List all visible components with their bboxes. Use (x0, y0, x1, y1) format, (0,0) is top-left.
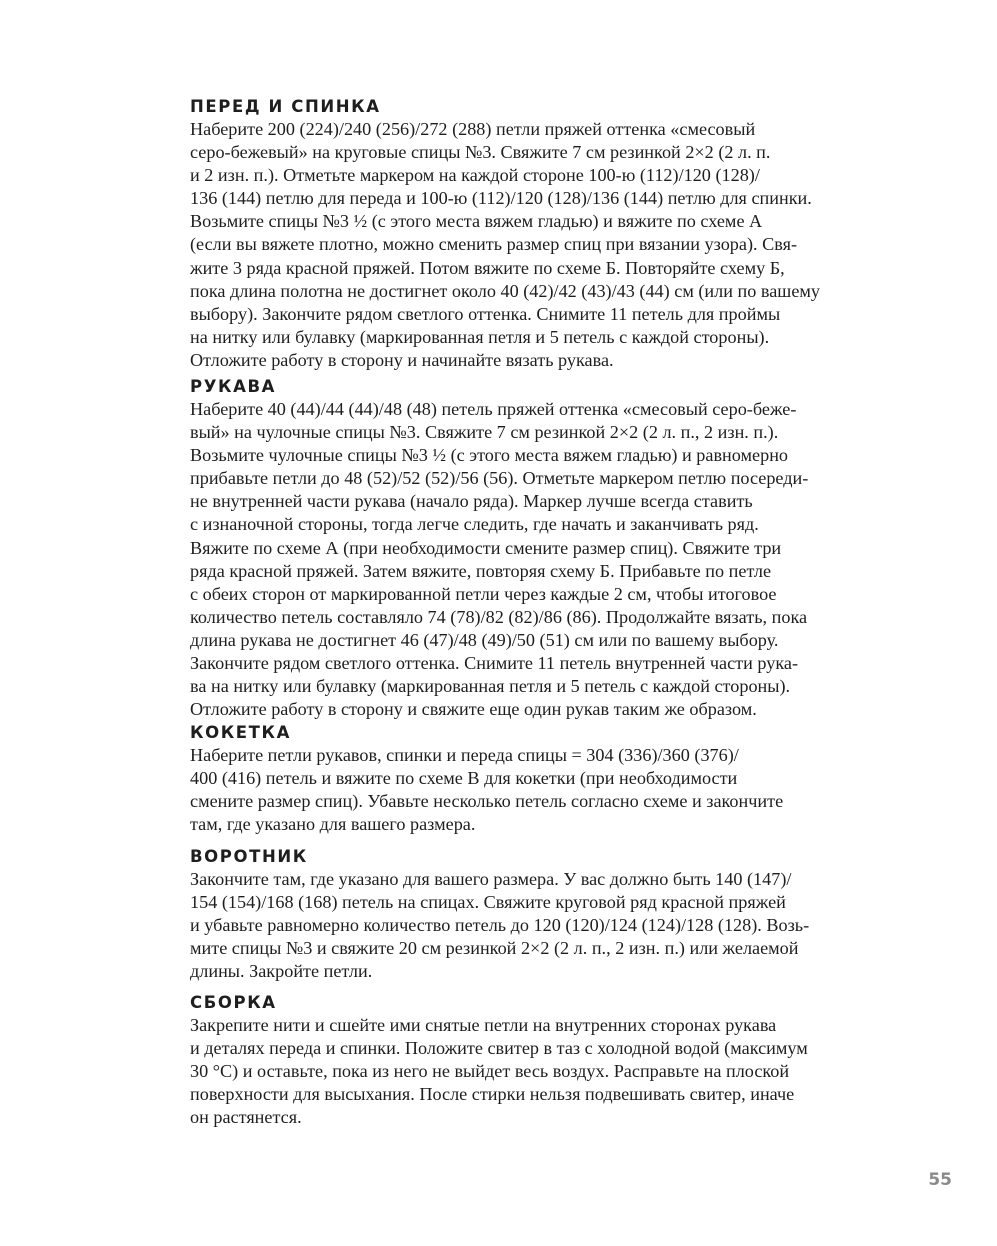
section-assembly (190, 992, 890, 1129)
paragraph-line: не внутренней части рукава (начало ряда). Маркер лучше всегда ставить (190, 491, 753, 512)
paragraph-line: там, где указано для вашего размера. (190, 814, 476, 835)
paragraph-line: жите 3 ряда красной пряжей. Потом вяжите по схеме Б. Повторяйте схему Б, (190, 257, 785, 278)
section-heading: ПЕРЕД И СПИНКА (190, 97, 381, 116)
paragraph-line: Возьмите спицы №3 ½ (с этого места вяжем гладью) и вяжите по схеме А (190, 211, 763, 232)
section-sleeves (190, 376, 890, 721)
paragraph-line: поверхности для высыхания. После стирки нельзя подвешивать свитер, иначе (190, 1084, 795, 1105)
paragraph-line: Отложите работу в сторону и свяжите еще один рукав таким же образом. (190, 699, 757, 720)
section-front-and-back (190, 96, 890, 372)
paragraph-line: и 2 изн. п.). Отметьте маркером на каждой стороне 100-ю (112)/120 (128)/ (190, 165, 760, 186)
paragraph-line: 154 (154)/168 (168) петель на спицах. Свяжите круговой ряд красной пряжей (190, 892, 786, 913)
paragraph-line: и убавьте равномерно количество петель до 120 (120)/124 (124)/128 (128). Возь- (190, 915, 810, 936)
paragraph-line: 136 (144) петлю для переда и 100-ю (112)/120 (128)/136 (144) петлю для спинки. (190, 188, 812, 209)
paragraph-line: он растянется. (190, 1107, 302, 1128)
paragraph-line: 400 (416) петель и вяжите по схеме В для кокетки (при необходимости (190, 768, 738, 789)
paragraph-line: серо-бежевый» на круговые спицы №3. Свяжите 7 см резинкой 2×2 (2 л. п. (190, 142, 771, 163)
section-heading: ВОРОТНИК (190, 847, 308, 866)
paragraph-line: Наберите 200 (224)/240 (256)/272 (288) петли пряжей оттенка «смесовый (190, 119, 756, 139)
paragraph-line: (если вы вяжете плотно, можно сменить размер спиц при вязании узора). Свя- (190, 234, 798, 255)
paragraph-line: Закончите рядом светлого оттенка. Снимите 11 петель внутренней части рука- (190, 653, 799, 674)
paragraph-line: Вяжите по схеме А (при необходимости смените размер спиц). Свяжите три (190, 537, 782, 558)
page-number: 55 (928, 1170, 952, 1190)
section-heading: РУКАВА (190, 377, 277, 396)
paragraph-line: смените размер спиц). Убавьте несколько петель согласно схеме и закончите (190, 791, 784, 812)
paragraph-line: Наберите 40 (44)/44 (44)/48 (48) петель пряжей оттенка «смесовый серо-беже- (190, 399, 797, 419)
section-yoke (190, 722, 890, 836)
paragraph-line: с обеих сторон от маркированной петли через каждые 2 см, чтобы итоговое (190, 583, 777, 604)
paragraph-line: Возьмите чулочные спицы №3 ½ (с этого места вяжем гладью) и равномерно (190, 445, 789, 466)
paragraph-line: мите спицы №3 и свяжите 20 см резинкой 2×2 (2 л. п., 2 изн. п.) или желаемой (190, 938, 799, 959)
paragraph-line: и деталях переда и спинки. Положите свитер в таз с холодной водой (максимум (190, 1038, 808, 1059)
paragraph-line: с изнаночной стороны, тогда легче следить, где начать и заканчивать ряд. (190, 514, 759, 535)
section-heading: КОКЕТКА (190, 723, 291, 742)
paragraph-line: Наберите петли рукавов, спинки и переда спицы = 304 (336)/360 (376)/ (190, 745, 739, 765)
section-collar (190, 846, 890, 983)
paragraph-line: выбору). Закончите рядом светлого оттенка. Снимите 11 петель для проймы (190, 303, 781, 324)
paragraph-line: ва на нитку или булавку (маркированная петля и 5 петель с каждой стороны). (190, 676, 791, 697)
paragraph-line: 30 °C) и оставьте, пока из него не выйдет весь воздух. Расправьте на плоской (190, 1061, 790, 1082)
paragraph-line: прибавьте петли до 48 (52)/52 (52)/56 (56). Отметьте маркером петлю посереди- (190, 468, 809, 489)
paragraph-line: длины. Закройте петли. (190, 961, 373, 982)
paragraph-line: Закончите там, где указано для вашего размера. У вас должно быть 140 (147)/ (190, 869, 792, 889)
paragraph-line: ряда красной пряжей. Затем вяжите, повторяя схему Б. Прибавьте по петле (190, 560, 772, 581)
paragraph-line: количество петель составляло 74 (78)/82 (82)/86 (86). Продолжайте вязать, пока (190, 606, 808, 627)
paragraph-line: Отложите работу в сторону и начинайте вязать рукава. (190, 349, 614, 370)
paragraph-line: на нитку или булавку (маркированная петля и 5 петель с каждой стороны). (190, 326, 770, 347)
paragraph-line: пока длина полотна не достигнет около 40 (42)/42 (43)/43 (44) см (или по вашему (190, 280, 820, 301)
paragraph-line: вый» на чулочные спицы №3. Свяжите 7 см резинкой 2×2 (2 л. п., 2 изн. п.). (190, 422, 779, 443)
section-heading: СБОРКА (190, 993, 277, 1012)
paragraph-line: длина рукава не достигнет 46 (47)/48 (49)/50 (51) см или по вашему выбору. (190, 629, 779, 650)
paragraph-line: Закрепите нити и сшейте ими снятые петли на внутренних сторонах рукава (190, 1015, 777, 1035)
